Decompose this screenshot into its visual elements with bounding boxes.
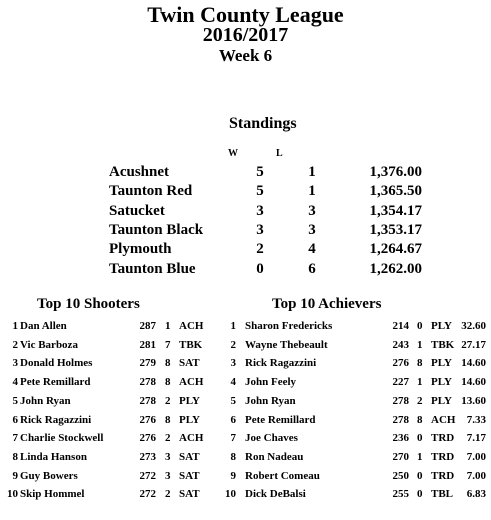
achiever-score: 276 bbox=[392, 357, 409, 370]
league-title: Twin County League bbox=[147, 2, 344, 27]
standings-row bbox=[0, 183, 491, 202]
wins-value: 5 bbox=[256, 164, 264, 180]
achiever-rank: 4 bbox=[230, 376, 236, 389]
shooter-rank: 10 bbox=[7, 488, 18, 501]
achiever-score: 270 bbox=[392, 450, 409, 463]
shooter-place: 3 bbox=[165, 450, 171, 463]
achiever-rank: 10 bbox=[225, 488, 236, 501]
top-achievers-title: Top 10 Achievers bbox=[272, 296, 382, 312]
achiever-score: 278 bbox=[392, 413, 409, 426]
shooter-club: PLY bbox=[179, 394, 200, 407]
shooter-name: Skip Hommel bbox=[20, 488, 85, 501]
points-value: 1,264.67 bbox=[369, 241, 422, 258]
shooter-rank: 9 bbox=[12, 469, 18, 482]
team-name: Taunton Blue bbox=[109, 260, 196, 277]
standings-row bbox=[0, 203, 491, 222]
losses-value: 3 bbox=[308, 221, 316, 238]
achiever-club: TRD bbox=[431, 469, 455, 482]
losses-value: 6 bbox=[308, 260, 316, 277]
points-value: 1,353.17 bbox=[369, 221, 422, 238]
achiever-improvement: 7.00 bbox=[466, 450, 486, 463]
achiever-place: 0 bbox=[417, 320, 423, 332]
achiever-club: TRD bbox=[431, 432, 455, 445]
achiever-club: TBL bbox=[431, 488, 454, 501]
team-name: Taunton Red bbox=[109, 183, 193, 200]
week-label: Week 6 bbox=[218, 46, 273, 65]
shooter-score: 272 bbox=[139, 488, 156, 501]
achiever-place: 8 bbox=[417, 413, 423, 426]
shooter-score: 281 bbox=[139, 338, 156, 351]
achiever-place: 0 bbox=[417, 488, 423, 501]
shooter-rank: 1 bbox=[12, 320, 18, 332]
shooter-name: Guy Bowers bbox=[20, 469, 78, 482]
shooter-club: SAT bbox=[179, 469, 200, 482]
achiever-place: 1 bbox=[417, 376, 423, 389]
shooter-club: ACH bbox=[179, 320, 204, 332]
achiever-rank: 3 bbox=[230, 357, 236, 370]
achiever-rank: 7 bbox=[230, 432, 236, 445]
shooter-name: Pete Remillard bbox=[20, 376, 91, 389]
losses-value: 1 bbox=[308, 164, 316, 180]
achiever-name: Wayne Thebeault bbox=[245, 338, 328, 351]
achiever-name: John Ryan bbox=[245, 394, 296, 407]
shooter-name: Linda Hanson bbox=[20, 450, 87, 463]
losses-value: 1 bbox=[308, 183, 316, 200]
shooter-place: 8 bbox=[165, 376, 171, 389]
achiever-name: Joe Chaves bbox=[245, 432, 298, 445]
achiever-club: ACH bbox=[431, 413, 456, 426]
shooter-rank: 5 bbox=[12, 394, 18, 407]
shooter-rank: 4 bbox=[12, 376, 18, 389]
shooter-place: 8 bbox=[165, 413, 171, 426]
achiever-improvement: 7.33 bbox=[466, 413, 486, 426]
achiever-club: PLY bbox=[431, 320, 452, 332]
shooter-name: Donald Holmes bbox=[20, 357, 93, 370]
achiever-name: Robert Comeau bbox=[245, 469, 320, 482]
achiever-club: TRD bbox=[431, 450, 455, 463]
standings-row bbox=[0, 164, 491, 183]
shooter-name: Vic Barboza bbox=[20, 338, 78, 351]
shooter-score: 279 bbox=[139, 357, 156, 370]
achiever-score: 250 bbox=[392, 469, 409, 482]
shooter-place: 2 bbox=[165, 394, 171, 407]
points-value: 1,354.17 bbox=[369, 202, 422, 219]
shooter-name: Dan Allen bbox=[20, 320, 67, 332]
shooter-club: SAT bbox=[179, 450, 200, 463]
losses-column-header: L bbox=[276, 148, 283, 159]
achiever-improvement: 7.17 bbox=[466, 432, 486, 445]
wins-value: 3 bbox=[256, 221, 264, 238]
shooter-name: John Ryan bbox=[20, 394, 71, 407]
achiever-rank: 1 bbox=[230, 320, 236, 332]
shooter-name: Rick Ragazzini bbox=[20, 413, 92, 426]
shooter-rank: 6 bbox=[12, 413, 18, 426]
wins-column-header: W bbox=[228, 148, 238, 159]
points-value: 1,262.00 bbox=[369, 260, 422, 277]
achiever-score: 227 bbox=[392, 376, 409, 389]
losses-value: 4 bbox=[308, 241, 316, 258]
shooter-club: PLY bbox=[179, 413, 200, 426]
achiever-rank: 8 bbox=[230, 450, 236, 463]
shooter-club: SAT bbox=[179, 488, 200, 501]
shooter-rank: 2 bbox=[12, 338, 18, 351]
shooter-score: 276 bbox=[139, 432, 156, 445]
shooter-place: 1 bbox=[165, 320, 171, 332]
team-name: Taunton Black bbox=[109, 221, 204, 238]
top-shooters-title: Top 10 Shooters bbox=[37, 296, 140, 312]
season-label: 2016/2017 bbox=[202, 24, 289, 46]
achiever-score: 236 bbox=[392, 432, 409, 445]
shooter-rank: 7 bbox=[12, 432, 18, 445]
achiever-score: 214 bbox=[392, 320, 409, 332]
shooter-club: SAT bbox=[179, 357, 200, 370]
achiever-rank: 9 bbox=[230, 469, 236, 482]
shooter-club: TBK bbox=[179, 338, 203, 351]
shooter-score: 273 bbox=[139, 450, 156, 463]
achiever-place: 1 bbox=[417, 450, 423, 463]
achiever-place: 0 bbox=[417, 432, 423, 445]
achiever-club: PLY bbox=[431, 357, 452, 370]
standings-row bbox=[0, 261, 491, 280]
achiever-score: 278 bbox=[392, 394, 409, 407]
points-value: 1,365.50 bbox=[369, 183, 422, 200]
achiever-name: John Feely bbox=[245, 376, 297, 389]
team-name: Acushnet bbox=[109, 164, 170, 180]
achiever-improvement: 6.83 bbox=[466, 488, 486, 501]
shooter-score: 276 bbox=[139, 413, 156, 426]
points-value: 1,376.00 bbox=[369, 164, 422, 180]
achiever-place: 2 bbox=[417, 394, 423, 407]
shooter-rank: 3 bbox=[12, 357, 18, 370]
shooter-score: 278 bbox=[139, 394, 156, 407]
shooter-club: ACH bbox=[179, 376, 204, 389]
achiever-row bbox=[0, 488, 491, 511]
achiever-rank: 6 bbox=[230, 413, 236, 426]
shooter-place: 2 bbox=[165, 488, 171, 501]
achiever-improvement: 13.60 bbox=[461, 394, 486, 407]
losses-value: 3 bbox=[308, 202, 316, 219]
standings-title: Standings bbox=[229, 115, 297, 132]
shooter-score: 278 bbox=[139, 376, 156, 389]
wins-value: 2 bbox=[256, 241, 264, 258]
shooter-club: ACH bbox=[179, 432, 204, 445]
achiever-score: 243 bbox=[392, 338, 409, 351]
achiever-place: 1 bbox=[417, 338, 423, 351]
wins-value: 5 bbox=[256, 183, 264, 200]
achiever-place: 0 bbox=[417, 469, 423, 482]
shooter-score: 272 bbox=[139, 469, 156, 482]
shooter-rank: 8 bbox=[12, 450, 18, 463]
shooter-place: 7 bbox=[165, 338, 171, 351]
team-name: Satucket bbox=[109, 202, 165, 219]
achiever-name: Dick DeBalsi bbox=[245, 488, 306, 501]
achiever-club: PLY bbox=[431, 394, 452, 407]
achiever-score: 255 bbox=[392, 488, 409, 501]
shooter-place: 2 bbox=[165, 432, 171, 445]
wins-value: 0 bbox=[256, 260, 264, 277]
standings-row bbox=[0, 241, 491, 260]
achiever-name: Pete Remillard bbox=[245, 413, 316, 426]
achiever-rank: 2 bbox=[230, 338, 236, 351]
standings-row bbox=[0, 222, 491, 241]
achiever-name: Rick Ragazzini bbox=[245, 357, 317, 370]
achiever-club: TBK bbox=[431, 338, 455, 351]
shooter-place: 8 bbox=[165, 357, 171, 370]
achiever-improvement: 7.00 bbox=[466, 469, 486, 482]
achiever-rank: 5 bbox=[230, 394, 236, 407]
shooter-name: Charlie Stockwell bbox=[20, 432, 104, 445]
achiever-improvement: 32.60 bbox=[461, 320, 486, 332]
achiever-improvement: 14.60 bbox=[461, 376, 486, 389]
achiever-name: Ron Nadeau bbox=[245, 450, 304, 463]
achiever-club: PLY bbox=[431, 376, 452, 389]
team-name: Plymouth bbox=[109, 241, 172, 258]
achiever-improvement: 27.17 bbox=[461, 338, 486, 351]
shooter-place: 3 bbox=[165, 469, 171, 482]
wins-value: 3 bbox=[256, 202, 264, 219]
achiever-place: 8 bbox=[417, 357, 423, 370]
achiever-improvement: 14.60 bbox=[461, 357, 486, 370]
shooter-score: 287 bbox=[139, 320, 156, 332]
achiever-name: Sharon Fredericks bbox=[245, 320, 333, 332]
